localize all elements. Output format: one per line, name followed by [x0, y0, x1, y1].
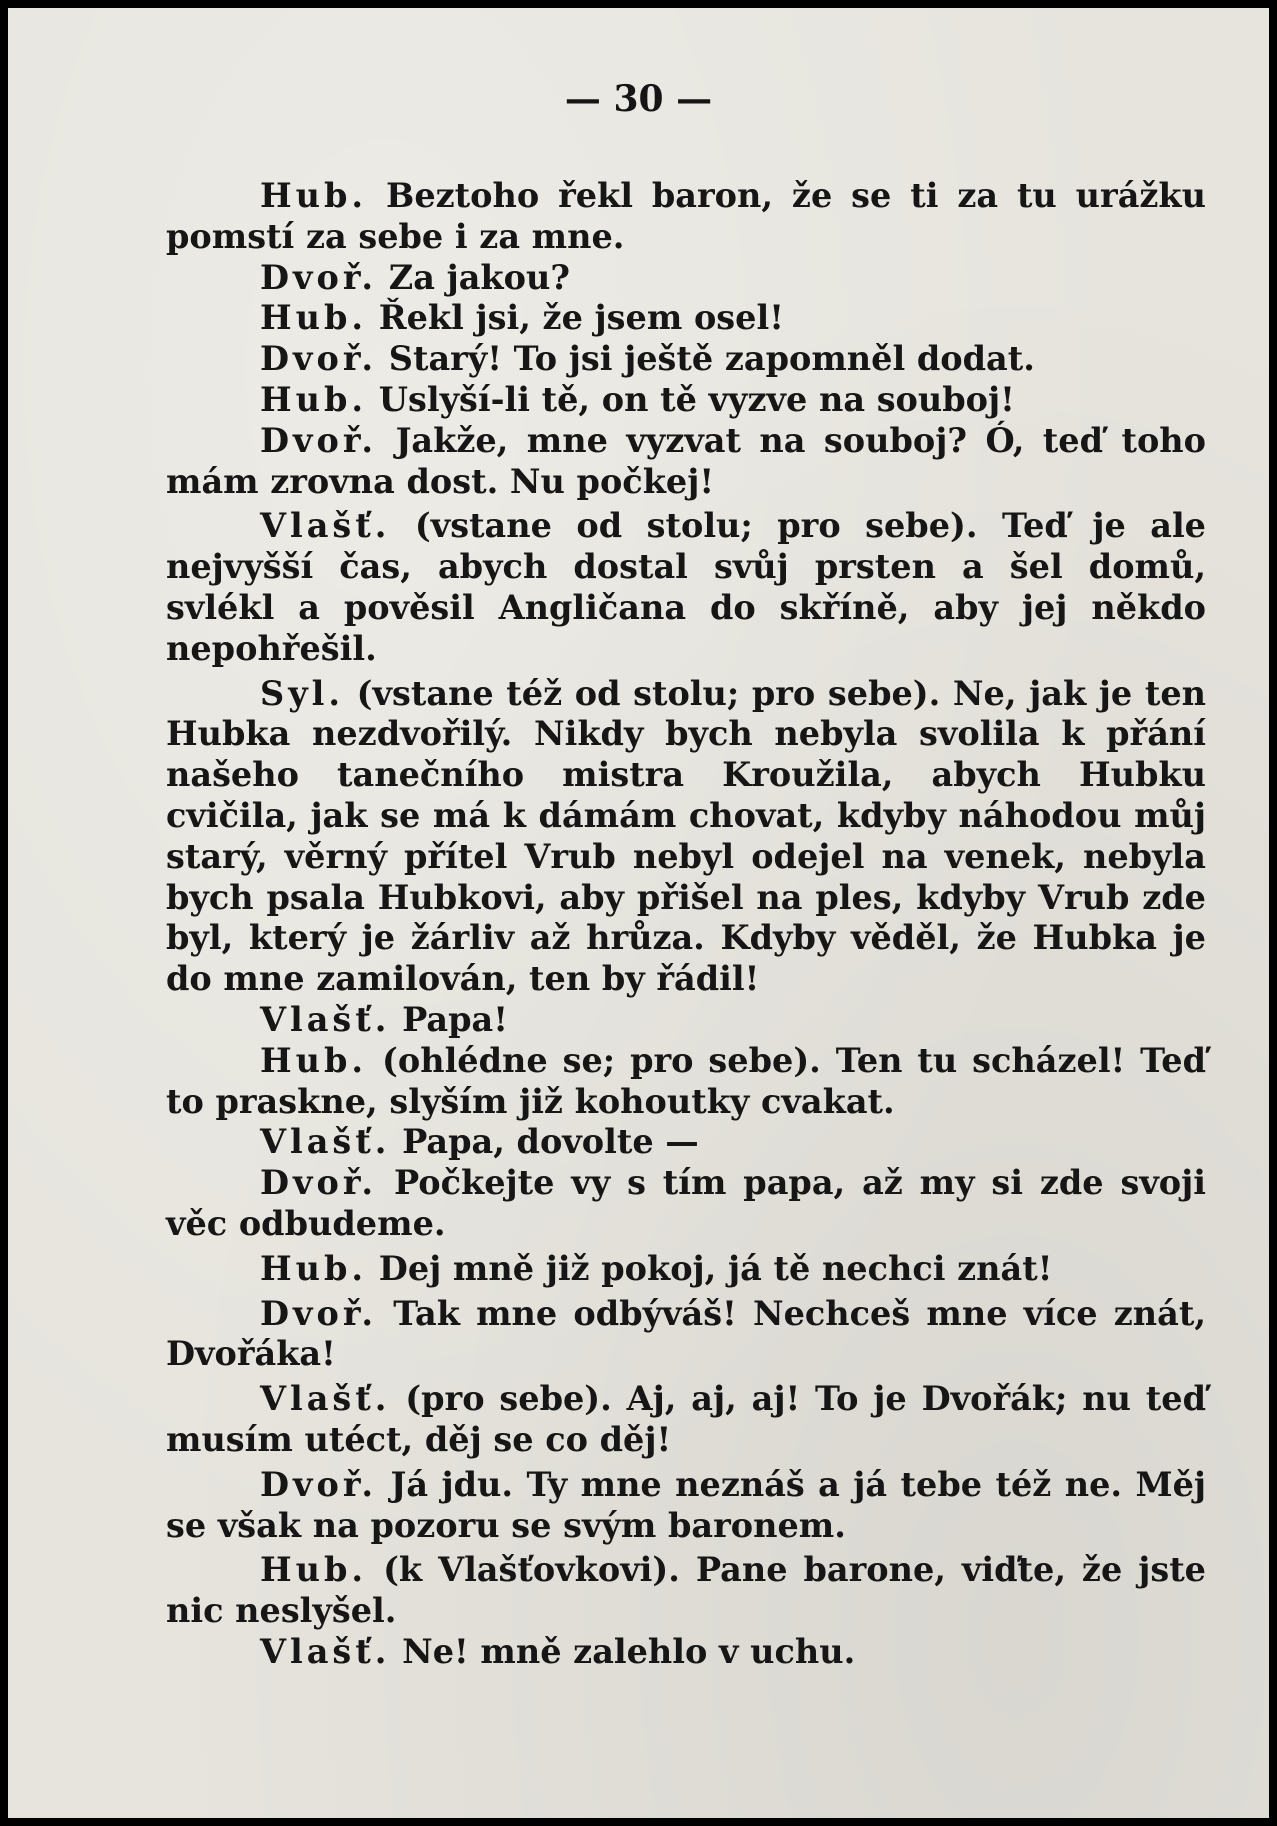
speaker-name: Hub.	[260, 1550, 368, 1590]
dialogue-line	[166, 674, 1206, 1000]
dialogue-line	[166, 298, 1206, 339]
page-number: — 30 —	[564, 78, 713, 120]
speaker-name: Dvoř.	[260, 1464, 378, 1504]
speaker-name: Hub.	[260, 176, 368, 215]
line-text: Starý! To jsi ještě zapomněl dodat.	[377, 339, 1035, 379]
speaker-name: Hub.	[260, 379, 368, 419]
dialogue-line	[166, 1249, 1206, 1290]
dialogue-line	[166, 1294, 1206, 1376]
line-text: Papa!	[390, 999, 508, 1039]
speaker-name: Vlašť.	[260, 506, 391, 546]
speaker-name: Dvoř.	[260, 1293, 378, 1333]
dialogue-text	[166, 176, 1206, 1673]
line-text: Beztoho řekl baron, že se ti za tu urážku pomstí za sebe i za mne.	[166, 176, 1206, 256]
line-text: (vstane od stolu; pro sebe). Teď je ale nejvyšší čas, abych dostal svůj prsten a šel domů, svlékl a pověsil Angličana do skříně, aby jej někdo nepohřešil.	[166, 506, 1206, 668]
speaker-name: Vlašť.	[260, 1122, 391, 1162]
dialogue-line	[166, 258, 1206, 299]
dialogue-line	[166, 1379, 1206, 1461]
dialogue-line	[166, 1632, 1206, 1673]
dialogue-line	[166, 1163, 1206, 1245]
speaker-name: Dvoř.	[260, 420, 378, 460]
line-text: Za jakou?	[377, 257, 570, 297]
line-text: Řekl jsi, že jsem osel!	[367, 298, 784, 338]
dialogue-line	[166, 1000, 1206, 1041]
speaker-name: Dvoř.	[260, 1163, 378, 1203]
speaker-name: Dvoř.	[260, 339, 378, 379]
book-page	[8, 8, 1269, 1818]
speaker-name: Syl.	[260, 673, 345, 713]
dialogue-line	[166, 1465, 1206, 1547]
dialogue-line	[166, 339, 1206, 380]
dialogue-line	[166, 421, 1206, 503]
speaker-name: Dvoř.	[260, 257, 378, 297]
speaker-name: Hub.	[260, 1040, 368, 1080]
line-text: Já jdu. Ty mne neznáš a já tebe též ne. Měj se však na pozoru se svým baronem.	[166, 1464, 1206, 1545]
line-text: Tak mne odbýváš! Nechceš mne více znát, Dvořáka!	[166, 1293, 1206, 1374]
dialogue-line	[166, 176, 1206, 258]
line-text: Dej mně již pokoj, já tě nechci znát!	[367, 1248, 1053, 1288]
speaker-name: Vlašť.	[260, 1631, 391, 1671]
line-text: (vstane též od stolu; pro sebe). Ne, jak je ten Hubka nezdvořilý. Nikdy bych nebyla svolila k přání našeho tanečního mistra Kroužila, abych Hubku cvičila, jak se má k dámám chovat, kdyby náhodou můj starý, věrný přítel Vrub nebyl odejel na venek, nebyla bych psala Hubkovi, aby přišel na ples, kdyby Vrub zde byl, který je žárliv až hrůza. Kdyby věděl, že Hubka je do mne zamilován, ten by řádil!	[166, 673, 1206, 999]
speaker-name: Vlašť.	[260, 999, 391, 1039]
line-text: Ne! mně zalehlo v uchu.	[390, 1631, 856, 1671]
line-text: Počkejte vy s tím papa, až my si zde svoji věc odbudeme.	[166, 1163, 1206, 1243]
speaker-name: Vlašť.	[260, 1379, 391, 1419]
dialogue-line	[166, 380, 1206, 421]
line-text: Jakže, mne vyzvat na souboj? Ó, teď toho mám zrovna dost. Nu počkej!	[166, 420, 1206, 501]
speaker-name: Hub.	[260, 1248, 368, 1288]
line-text: Papa, dovolte —	[390, 1122, 699, 1162]
line-text: (pro sebe). Aj, aj, aj! To je Dvořák; nu teď musím utéct, děj se co děj!	[166, 1379, 1206, 1459]
speaker-name: Hub.	[260, 298, 368, 338]
dialogue-line	[166, 1122, 1206, 1163]
dialogue-line	[166, 1550, 1206, 1632]
dialogue-line	[166, 1041, 1206, 1123]
line-text: (ohlédne se; pro sebe). Ten tu scházel! Teď to praskne, slyším již kohoutky cvakat.	[166, 1040, 1206, 1121]
line-text: Uslyší-li tě, on tě vyzve na souboj!	[367, 379, 1015, 419]
dialogue-line	[166, 506, 1206, 669]
line-text: (k Vlašťovkovi). Pane barone, viďte, že jste nic neslyšel.	[166, 1550, 1206, 1631]
